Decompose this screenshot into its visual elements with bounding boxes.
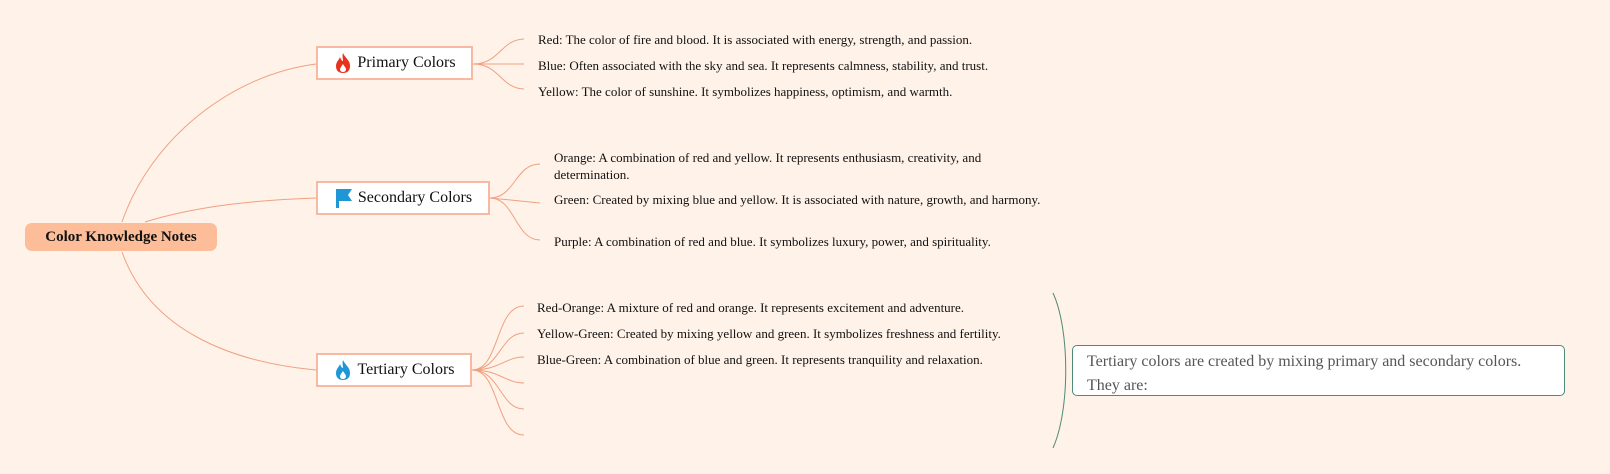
fire-icon <box>333 52 353 74</box>
branch-label: Tertiary Colors <box>357 361 455 378</box>
leaf-empty-5[interactable] <box>537 403 737 415</box>
fire-icon <box>333 359 353 381</box>
leaf-orange[interactable]: Orange: A combination of red and yellow. It represents enthusiasm, creativity, and determination. <box>554 150 982 182</box>
summary-text: Tertiary colors are created by mixing primary and secondary colors. They are: <box>1087 353 1522 394</box>
summary-note[interactable] <box>1072 345 1565 396</box>
connector-secondary-leaf-1 <box>490 164 540 198</box>
root-topic[interactable] <box>25 223 217 251</box>
leaf-yellow[interactable]: Yellow: The color of sunshine. It symbolizes happiness, optimism, and warmth. <box>538 84 953 99</box>
connector-secondary-leaf-3 <box>490 198 540 240</box>
root-topic-label: Color Knowledge Notes <box>45 228 197 245</box>
branch-label: Primary Colors <box>357 54 456 71</box>
leaf-empty-6[interactable] <box>537 429 737 441</box>
leaf-blue[interactable]: Blue: Often associated with the sky and sea. It represents calmness, stability, and trust. <box>538 58 989 73</box>
leaf-yellow-green[interactable]: Yellow-Green: Created by mixing yellow and green. It symbolizes freshness and fertility. <box>537 326 1001 341</box>
branch-label: Secondary Colors <box>357 189 473 206</box>
connector-primary-leaf-3 <box>473 64 524 89</box>
branch-tertiary-colors[interactable] <box>316 353 472 387</box>
connector-root-primary <box>122 64 316 222</box>
connector-tertiary-leaf-6 <box>472 370 524 435</box>
connector-secondary-leaf-2 <box>490 198 540 203</box>
connector-tertiary-leaf-1 <box>472 306 524 370</box>
summary-bracket <box>1053 293 1066 448</box>
leaf-green[interactable]: Green: Created by mixing blue and yellow. It is associated with nature, growth, and harmony. <box>554 192 1041 207</box>
leaf-empty-4[interactable] <box>537 377 737 389</box>
connector-primary-leaf-1 <box>473 39 524 64</box>
flag-icon <box>334 187 354 209</box>
branch-primary-colors[interactable] <box>316 46 473 80</box>
connector-root-secondary <box>145 198 316 222</box>
connector-root-tertiary <box>122 252 316 370</box>
branch-secondary-colors[interactable] <box>316 181 490 215</box>
leaf-purple[interactable]: Purple: A combination of red and blue. It symbolizes luxury, power, and spirituality. <box>554 234 991 249</box>
leaf-red[interactable]: Red: The color of fire and blood. It is associated with energy, strength, and passion. <box>538 32 973 47</box>
leaf-red-orange[interactable]: Red-Orange: A mixture of red and orange. It represents excitement and adventure. <box>537 300 965 315</box>
leaf-blue-green[interactable]: Blue-Green: A combination of blue and green. It represents tranquility and relaxation. <box>537 352 983 367</box>
